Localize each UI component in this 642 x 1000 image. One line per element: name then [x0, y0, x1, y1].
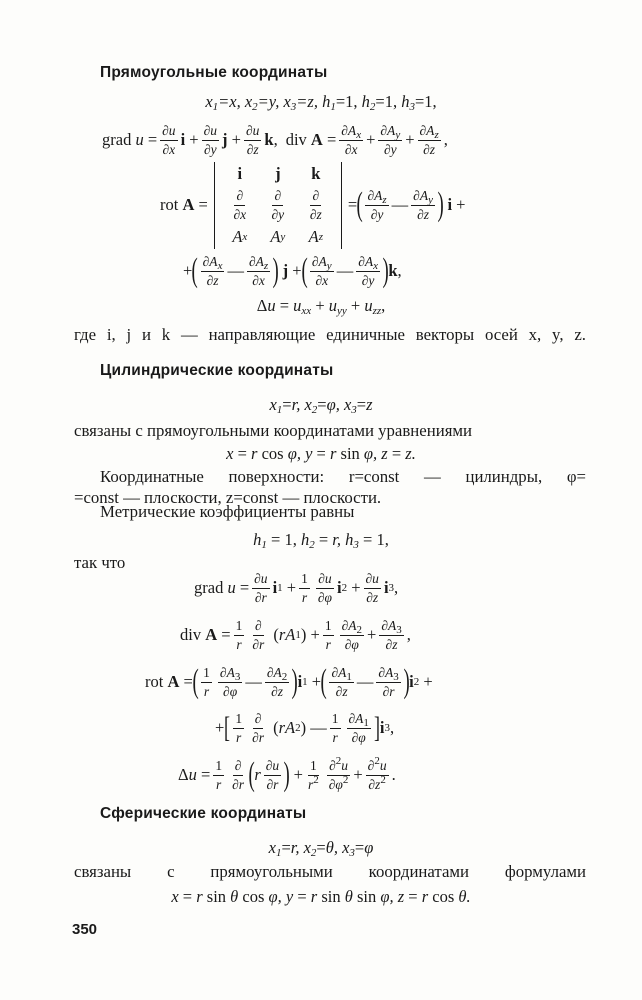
rect-unit-vectors-note: где i, j и k — направляющие единичные векторы осей x, y, z. [74, 325, 586, 344]
sph-relation-text: связаны с прямоугольными координатами формулами [74, 862, 586, 881]
cyl-relation-text: связаны с прямоугольными координатами уравнениями [74, 421, 473, 440]
eq-cyl-laplacian: Δ u = $\frac{1}{r}$ ∂ ∂r ( r ∂u ∂r ) + $\frac{1}{r^2}$ ∂$^2$u $\partial\varphi^2$ + $\frac{\partial^2u}{\partial z^2}$ . [178, 754, 396, 793]
eq-cyl-definitions: $x_1=r$, $x_2=\varphi$, $x_3=z$ [269, 395, 373, 416]
eq-cyl-div: div A = $\frac{1}{r}$ ∂ ∂r ( rA 1 ) + $\frac{1}{r}$ $\partial A_2$ ∂φ + $\frac{\partial A_3}{\partial z}$ , [180, 617, 411, 652]
cyl-so-that: так что [74, 553, 126, 572]
eq-sph-definitions: $x_1=r$, $x_2=\theta$, $x_3=\varphi$ [268, 838, 374, 859]
eq-cyl-transform: x = r cos φ, y = r sin φ, z = z. [226, 444, 416, 463]
page-number: 350 [72, 921, 98, 938]
eq-rect-laplacian: $\Delta u = u_{xx} + u_{yy} + u_{zz}$, [256, 296, 386, 317]
eq-rect-definitions: $x_1=x$, $x_2=y$, $x_3=z$, $h_1=1$, $h_2=1$, $h_3=1$, [205, 92, 437, 113]
cyl-surfaces-line2: =const — плоскости, z=const — плоскости. [74, 488, 382, 507]
eq-cyl-grad: grad u = $\frac{\partial u}{\partial r}$ i 1 + $\frac{1}{r}$ ∂u ∂φ i 2 + $\frac{\partial u}{\partial z}$ i 3 , [194, 570, 399, 605]
cyl-metric-text: Метрические коэффициенты равны [100, 502, 355, 521]
eq-sph-transform: x = r sin θ cos φ, y = r sin θ sin φ, z = r cos θ. [171, 887, 471, 906]
eq-rect-grad-div: grad u = $\frac{\partial u}{\partial x}$ i + $\frac{\partial u}{\partial y}$ j + $\frac{\partial u}{\partial z}$ k , div A = $\frac{\partial A_x}{\partial x}$ + $\frac{\partial A_y}{\partial y}$ + $\frac{\partial A_z}{\partial z}$ , [102, 122, 448, 157]
eq-cyl-metric: $h_1 = 1$, $h_2 = r$, $h_3 = 1$, [253, 530, 389, 551]
rot-determinant: i j k ∂ ∂x ∂ ∂y ∂ ∂z A x A y A z [214, 162, 342, 249]
section-title-cylindrical: Цилиндрические координаты [100, 362, 334, 379]
cyl-surfaces-line1: Координатные поверхности: r=const — цилиндры, φ= [100, 467, 586, 486]
eq-rect-rot-second: + ( $\partial A_x$ ∂z — $\partial A_z$ ∂x ) j + ( $\partial A_y$ ∂x — $\partial A_x$ ∂y ) k , [183, 252, 402, 289]
section-title-rectangular: Прямоугольные координаты [100, 64, 328, 81]
eq-cyl-rot-first: rot A = ( 1 r $\partial A_3$ ∂φ — $\partial A_2$ ∂z ) i 1 + ( $\partial A_1$ ∂z — $\partial A_3$ ∂r ) i 2 + [145, 663, 433, 700]
eq-cyl-rot-second: + [ 1 r ∂ ∂r ( rA 2 ) — 1 r $\partial A_1$ ∂φ ] i 3 , [215, 710, 395, 745]
section-title-spherical: Сферические координаты [100, 805, 307, 822]
eq-rect-rot-first: rot A = i j k ∂ ∂x ∂ ∂y ∂ ∂z A x A y A z = ( $\partial A_z$ ∂y — $\partial A_y$ ∂z ) i + [160, 162, 465, 248]
